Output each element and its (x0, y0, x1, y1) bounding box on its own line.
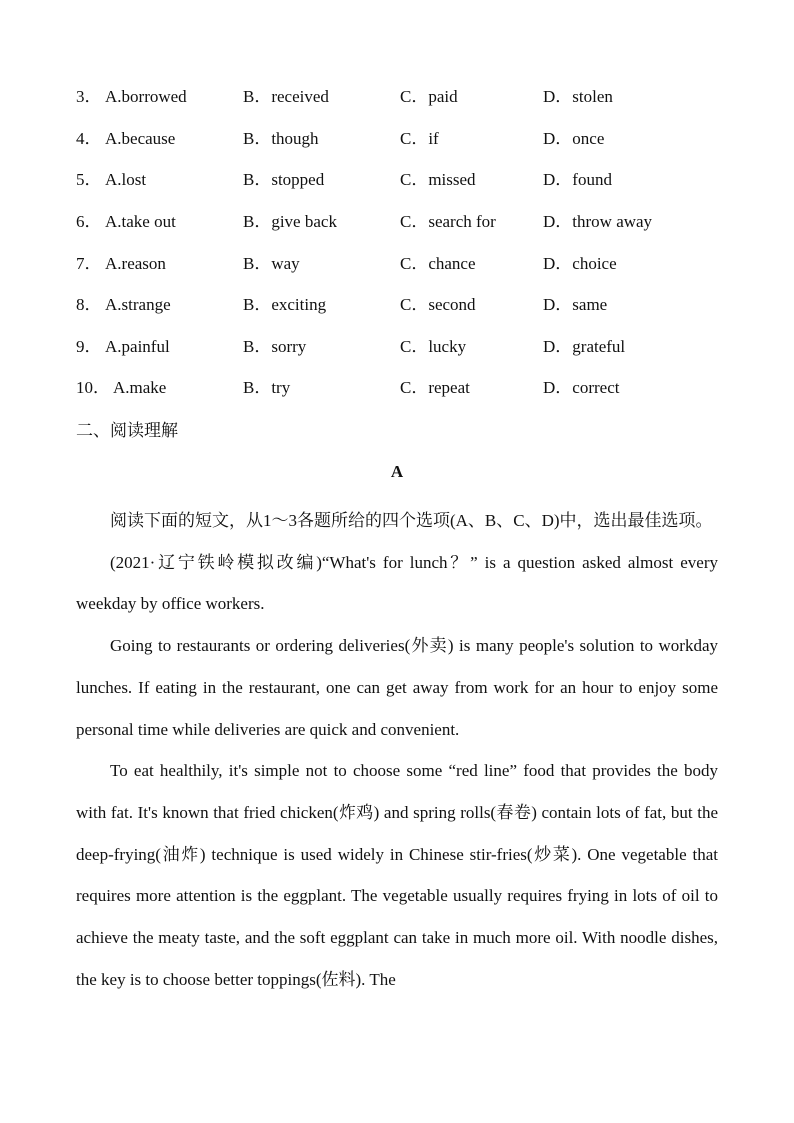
option-a: A.painful (105, 337, 170, 356)
part-label: A (390, 462, 404, 481)
question-number: 7． (76, 254, 102, 273)
passage-paragraph: Going to restaurants or ordering deliveries(外卖) is many people's solution to workday lunches. If eating in the restaurant, one can get away from work for an hour to enjoy some personal time while deliveries are quick and convenient. (76, 636, 718, 739)
question-number: 3． (76, 87, 102, 106)
option-row-9 (0, 335, 794, 359)
reading-passage (76, 500, 718, 1000)
question-number: 9． (76, 337, 102, 356)
option-a: A.because (105, 129, 176, 148)
option-row-5 (0, 168, 794, 192)
option-a: A.make (113, 378, 167, 397)
option-b: B．way (243, 254, 300, 273)
passage-paragraph: To eat healthily, it's simple not to choose some “red line” food that provides the body with fat. It's known that fried chicken(炸鸡) and spring rolls(春卷) contain lots of fat, but the deep-frying(油炸) technique is used widely in Chinese stir-fries(炒菜). One vegetable that requires more attention is the eggplant. The vegetable usually requires frying in lots of oil to achieve the meaty taste, and the soft eggplant can take in much more oil. With noodle dishes, the key is to choose better toppings(佐料). The (76, 761, 718, 989)
option-row-6 (0, 210, 794, 234)
option-a: A.lost (105, 170, 147, 189)
instructions-paragraph: 阅读下面的短文，从1～3各题所给的四个选项(A、B、C、D)中，选出最佳选项。 (110, 511, 713, 530)
option-b: B．sorry (243, 337, 307, 356)
option-c: C．if (400, 129, 439, 148)
option-c: C．lucky (400, 337, 467, 356)
passage-paragraph: (2021·辽宁铁岭模拟改编)“What's for lunch？” is a question asked almost every weekday by office workers. (76, 552, 718, 614)
option-b: B．received (243, 87, 329, 106)
option-c: C．search for (400, 212, 496, 231)
option-a: A.reason (105, 254, 166, 273)
option-d: D．found (543, 170, 612, 189)
option-a: A.take out (105, 212, 176, 231)
option-d: D．once (543, 129, 605, 148)
option-a: A.strange (105, 295, 171, 314)
option-c: C．missed (400, 170, 476, 189)
option-row-3 (0, 85, 794, 109)
option-row-7 (0, 252, 794, 276)
option-d: D．grateful (543, 337, 626, 356)
section-title: 二、阅读理解 (76, 421, 178, 440)
option-row-10 (0, 376, 794, 400)
question-number: 4． (76, 129, 102, 148)
option-row-8 (0, 293, 794, 317)
question-number: 10． (76, 378, 110, 397)
question-number: 6． (76, 212, 102, 231)
option-b: B．exciting (243, 295, 327, 314)
question-number: 8． (76, 295, 102, 314)
option-row-4 (0, 127, 794, 151)
option-d: D．correct (543, 378, 620, 397)
option-b: B．stopped (243, 170, 325, 189)
option-b: B．give back (243, 212, 337, 231)
question-number: 5． (76, 170, 102, 189)
option-c: C．second (400, 295, 476, 314)
option-c: C．paid (400, 87, 458, 106)
option-b: B．though (243, 129, 319, 148)
option-b: B．try (243, 378, 291, 397)
option-a: A.borrowed (105, 87, 187, 106)
option-c: C．repeat (400, 378, 470, 397)
option-c: C．chance (400, 254, 476, 273)
option-d: D．throw away (543, 212, 653, 231)
option-d: D．choice (543, 254, 617, 273)
option-d: D．same (543, 295, 608, 314)
option-d: D．stolen (543, 87, 613, 106)
